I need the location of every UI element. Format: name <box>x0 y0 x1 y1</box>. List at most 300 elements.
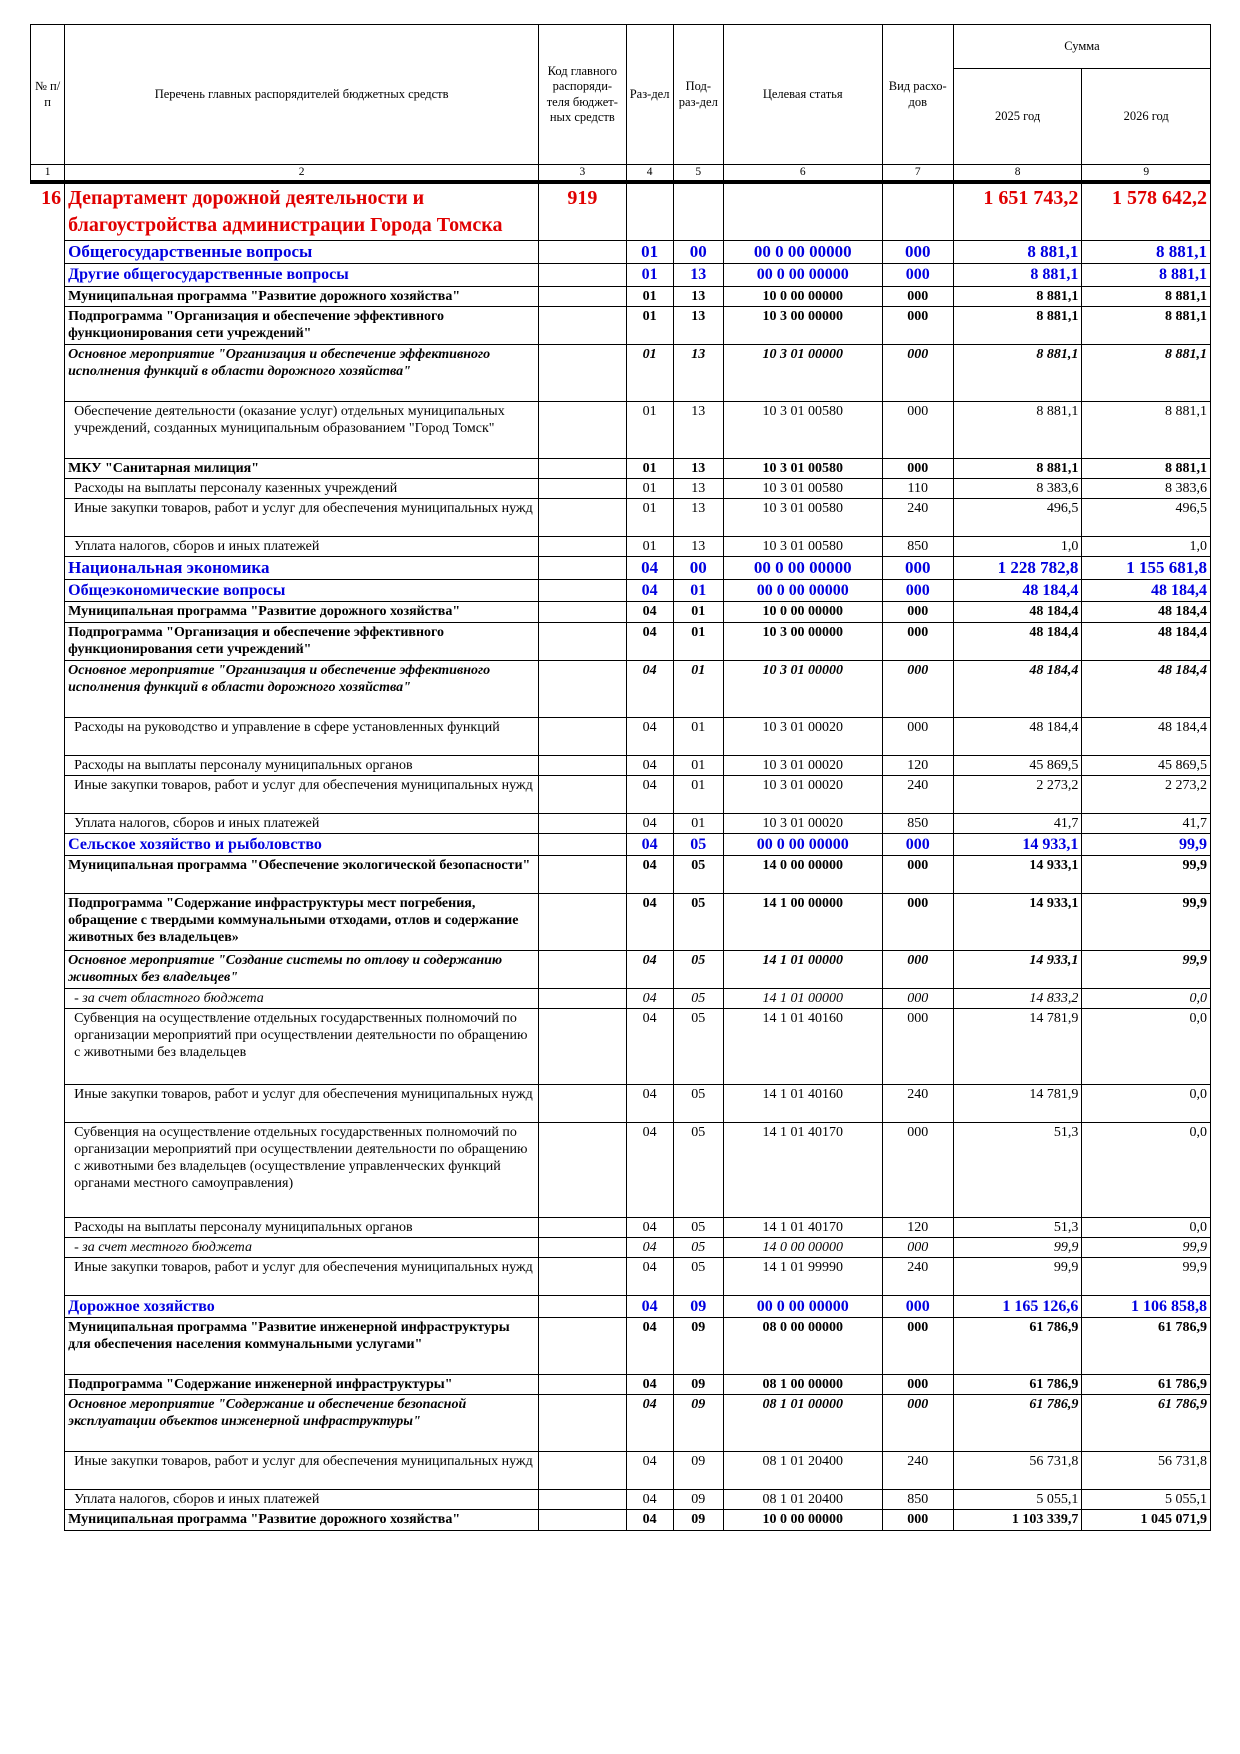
row-target: 08 0 00 00000 <box>723 1318 882 1375</box>
row-section: 01 <box>626 264 673 286</box>
row-name: Муниципальная программа "Обеспечение экологической безопасности" <box>65 855 539 893</box>
row-code <box>539 344 626 401</box>
row-expense-type: 240 <box>882 1084 953 1122</box>
row-num <box>31 1318 65 1375</box>
row-sum-2026: 61 786,9 <box>1082 1375 1211 1395</box>
row-section: 04 <box>626 1258 673 1296</box>
ministry-sum-2025: 1 651 743,2 <box>953 182 1082 241</box>
row-sum-2026: 8 881,1 <box>1082 241 1211 264</box>
row-code <box>539 401 626 458</box>
row-target: 14 1 01 40170 <box>723 1217 882 1237</box>
row-sum-2026: 61 786,9 <box>1082 1395 1211 1452</box>
table-row <box>31 1510 1211 1530</box>
column-number: 6 <box>723 165 882 183</box>
ministry-subsection <box>673 182 723 241</box>
row-code <box>539 813 626 833</box>
table-row <box>31 813 1211 833</box>
row-target: 10 3 01 00580 <box>723 498 882 536</box>
row-sum-2026: 5 055,1 <box>1082 1490 1211 1510</box>
row-section: 04 <box>626 1122 673 1217</box>
ministry-expense-type <box>882 182 953 241</box>
row-sum-2026: 1 155 681,8 <box>1082 556 1211 579</box>
row-subsection: 05 <box>673 833 723 855</box>
row-expense-type: 000 <box>882 286 953 306</box>
table-row <box>31 1375 1211 1395</box>
ministry-target <box>723 182 882 241</box>
row-subsection: 01 <box>673 755 723 775</box>
row-target: 14 1 01 40160 <box>723 1008 882 1084</box>
row-sum-2026: 8 881,1 <box>1082 458 1211 478</box>
row-expense-type: 000 <box>882 988 953 1008</box>
row-num <box>31 1375 65 1395</box>
row-name: Уплата налогов, сборов и иных платежей <box>65 813 539 833</box>
row-sum-2025: 8 881,1 <box>953 306 1082 344</box>
table-row <box>31 286 1211 306</box>
row-num <box>31 622 65 660</box>
row-subsection: 01 <box>673 660 723 717</box>
table-row <box>31 556 1211 579</box>
row-name: Субвенция на осуществление отдельных государственных полномочий по организации мероприятий при осуществлении деятельности по обращению с животными без владельцев (осуществление управленческих функций органами местного самоуправления) <box>65 1122 539 1217</box>
row-subsection: 13 <box>673 264 723 286</box>
table-row <box>31 580 1211 602</box>
row-code <box>539 556 626 579</box>
row-sum-2026: 8 881,1 <box>1082 286 1211 306</box>
row-subsection: 05 <box>673 1122 723 1217</box>
column-number: 7 <box>882 165 953 183</box>
row-subsection: 01 <box>673 580 723 602</box>
row-sum-2025: 8 881,1 <box>953 264 1082 286</box>
row-sum-2026: 2 273,2 <box>1082 775 1211 813</box>
row-code <box>539 241 626 264</box>
row-sum-2025: 99,9 <box>953 1258 1082 1296</box>
row-target: 00 0 00 00000 <box>723 833 882 855</box>
ministry-name: Департамент дорожной деятельности и благоустройства администрации Города Томска <box>65 182 539 241</box>
row-subsection: 09 <box>673 1510 723 1530</box>
row-subsection: 09 <box>673 1395 723 1452</box>
row-expense-type: 850 <box>882 536 953 556</box>
row-target: 10 0 00 00000 <box>723 286 882 306</box>
row-expense-type: 000 <box>882 1318 953 1375</box>
row-code <box>539 536 626 556</box>
row-num <box>31 1238 65 1258</box>
row-sum-2026: 8 383,6 <box>1082 478 1211 498</box>
row-section: 01 <box>626 401 673 458</box>
row-sum-2026: 48 184,4 <box>1082 660 1211 717</box>
row-section: 04 <box>626 813 673 833</box>
row-num <box>31 1490 65 1510</box>
row-code <box>539 950 626 988</box>
header-name: Перечень главных распорядителей бюджетных средств <box>65 25 539 165</box>
row-sum-2025: 61 786,9 <box>953 1395 1082 1452</box>
table-row <box>31 1296 1211 1318</box>
row-num <box>31 306 65 344</box>
row-section: 04 <box>626 1375 673 1395</box>
row-name: Муниципальная программа "Развитие дорожного хозяйства" <box>65 1510 539 1530</box>
row-name: Сельское хозяйство и рыболовство <box>65 833 539 855</box>
row-name: Расходы на выплаты персоналу казенных учреждений <box>65 478 539 498</box>
row-code <box>539 1490 626 1510</box>
row-section: 01 <box>626 536 673 556</box>
row-section: 01 <box>626 458 673 478</box>
header-sum: Сумма <box>953 25 1210 69</box>
row-sum-2025: 45 869,5 <box>953 755 1082 775</box>
row-code <box>539 602 626 622</box>
row-name: Национальная экономика <box>65 556 539 579</box>
row-sum-2026: 0,0 <box>1082 1122 1211 1217</box>
row-section: 04 <box>626 717 673 755</box>
row-section: 04 <box>626 580 673 602</box>
row-name: Подпрограмма "Содержание инженерной инфраструктуры" <box>65 1375 539 1395</box>
row-sum-2025: 48 184,4 <box>953 602 1082 622</box>
row-expense-type: 000 <box>882 1510 953 1530</box>
row-name: Муниципальная программа "Развитие инженерной инфраструктуры для обеспечения населения коммунальными услугами" <box>65 1318 539 1375</box>
header-section: Раз-дел <box>626 25 673 165</box>
row-name: Иные закупки товаров, работ и услуг для обеспечения муниципальных нужд <box>65 498 539 536</box>
table-row <box>31 306 1211 344</box>
column-number: 1 <box>31 165 65 183</box>
row-section: 04 <box>626 1238 673 1258</box>
row-code <box>539 893 626 950</box>
row-section: 04 <box>626 1008 673 1084</box>
row-sum-2025: 1 165 126,6 <box>953 1296 1082 1318</box>
table-row <box>31 775 1211 813</box>
row-subsection: 09 <box>673 1452 723 1490</box>
row-name: Иные закупки товаров, работ и услуг для обеспечения муниципальных нужд <box>65 1452 539 1490</box>
row-code <box>539 1122 626 1217</box>
row-num <box>31 401 65 458</box>
row-code <box>539 988 626 1008</box>
row-expense-type: 000 <box>882 1296 953 1318</box>
row-sum-2025: 14 933,1 <box>953 833 1082 855</box>
row-section: 01 <box>626 498 673 536</box>
row-target: 10 0 00 00000 <box>723 1510 882 1530</box>
row-subsection: 13 <box>673 286 723 306</box>
row-sum-2025: 48 184,4 <box>953 622 1082 660</box>
row-expense-type: 000 <box>882 1122 953 1217</box>
row-num <box>31 813 65 833</box>
row-sum-2026: 48 184,4 <box>1082 580 1211 602</box>
row-sum-2025: 8 383,6 <box>953 478 1082 498</box>
table-row <box>31 498 1211 536</box>
row-name: Подпрограмма "Организация и обеспечение эффективного функционирования сети учреждений" <box>65 622 539 660</box>
row-sum-2025: 2 273,2 <box>953 775 1082 813</box>
row-num <box>31 286 65 306</box>
row-num <box>31 1258 65 1296</box>
row-sum-2026: 8 881,1 <box>1082 264 1211 286</box>
row-sum-2026: 8 881,1 <box>1082 306 1211 344</box>
row-subsection: 13 <box>673 536 723 556</box>
row-target: 10 3 01 00580 <box>723 458 882 478</box>
row-name: Подпрограмма "Организация и обеспечение эффективного функционирования сети учреждений" <box>65 306 539 344</box>
row-expense-type: 850 <box>882 1490 953 1510</box>
row-target: 10 3 01 00020 <box>723 813 882 833</box>
row-num <box>31 660 65 717</box>
row-num <box>31 833 65 855</box>
row-num <box>31 498 65 536</box>
row-sum-2025: 14 833,2 <box>953 988 1082 1008</box>
row-code <box>539 580 626 602</box>
row-expense-type: 000 <box>882 1375 953 1395</box>
row-code <box>539 1084 626 1122</box>
row-sum-2026: 48 184,4 <box>1082 602 1211 622</box>
row-subsection: 09 <box>673 1375 723 1395</box>
row-sum-2026: 61 786,9 <box>1082 1318 1211 1375</box>
row-target: 10 3 01 00580 <box>723 536 882 556</box>
row-expense-type: 000 <box>882 1395 953 1452</box>
row-num <box>31 1510 65 1530</box>
row-num <box>31 478 65 498</box>
row-section: 04 <box>626 1490 673 1510</box>
row-expense-type: 240 <box>882 498 953 536</box>
row-section: 01 <box>626 241 673 264</box>
table-row <box>31 1122 1211 1217</box>
row-sum-2025: 99,9 <box>953 1238 1082 1258</box>
row-target: 00 0 00 00000 <box>723 556 882 579</box>
row-name: Субвенция на осуществление отдельных государственных полномочий по организации мероприятий при осуществлении деятельности по обращению с животными без владельцев <box>65 1008 539 1084</box>
row-code <box>539 478 626 498</box>
row-target: 14 0 00 00000 <box>723 855 882 893</box>
ministry-num: 16 <box>31 182 65 241</box>
row-name: МКУ "Санитарная милиция" <box>65 458 539 478</box>
row-sum-2026: 99,9 <box>1082 855 1211 893</box>
row-expense-type: 000 <box>882 833 953 855</box>
row-sum-2026: 99,9 <box>1082 893 1211 950</box>
row-section: 04 <box>626 833 673 855</box>
column-number: 8 <box>953 165 1082 183</box>
row-code <box>539 1238 626 1258</box>
row-sum-2025: 1 228 782,8 <box>953 556 1082 579</box>
row-code <box>539 755 626 775</box>
row-target: 14 1 00 00000 <box>723 893 882 950</box>
row-name: - за счет областного бюджета <box>65 988 539 1008</box>
row-sum-2025: 8 881,1 <box>953 401 1082 458</box>
row-name: Иные закупки товаров, работ и услуг для обеспечения муниципальных нужд <box>65 1258 539 1296</box>
row-code <box>539 1217 626 1237</box>
header-year-2025: 2025 год <box>953 69 1082 165</box>
column-number: 5 <box>673 165 723 183</box>
header-target: Целевая статья <box>723 25 882 165</box>
row-code <box>539 286 626 306</box>
table-row <box>31 1452 1211 1490</box>
row-subsection: 01 <box>673 622 723 660</box>
ministry-section <box>626 182 673 241</box>
row-num <box>31 717 65 755</box>
row-code <box>539 833 626 855</box>
table-row <box>31 264 1211 286</box>
row-num <box>31 893 65 950</box>
row-sum-2026: 1 045 071,9 <box>1082 1510 1211 1530</box>
row-subsection: 01 <box>673 717 723 755</box>
row-subsection: 01 <box>673 602 723 622</box>
row-sum-2025: 51,3 <box>953 1217 1082 1237</box>
row-section: 01 <box>626 478 673 498</box>
row-name: Общегосударственные вопросы <box>65 241 539 264</box>
row-expense-type: 000 <box>882 264 953 286</box>
row-sum-2026: 56 731,8 <box>1082 1452 1211 1490</box>
row-expense-type: 000 <box>882 580 953 602</box>
row-code <box>539 855 626 893</box>
row-target: 08 1 01 20400 <box>723 1452 882 1490</box>
row-sum-2025: 1 103 339,7 <box>953 1510 1082 1530</box>
row-code <box>539 1318 626 1375</box>
row-num <box>31 988 65 1008</box>
row-section: 01 <box>626 286 673 306</box>
row-expense-type: 850 <box>882 813 953 833</box>
row-section: 04 <box>626 556 673 579</box>
row-sum-2026: 99,9 <box>1082 1258 1211 1296</box>
row-target: 10 3 01 00020 <box>723 755 882 775</box>
table-row <box>31 622 1211 660</box>
table-row <box>31 1490 1211 1510</box>
row-sum-2026: 1,0 <box>1082 536 1211 556</box>
row-target: 10 3 01 00580 <box>723 478 882 498</box>
row-code <box>539 458 626 478</box>
row-target: 00 0 00 00000 <box>723 241 882 264</box>
row-expense-type: 240 <box>882 1452 953 1490</box>
row-section: 04 <box>626 1452 673 1490</box>
row-sum-2025: 56 731,8 <box>953 1452 1082 1490</box>
ministry-code: 919 <box>539 182 626 241</box>
row-name: Общеэкономические вопросы <box>65 580 539 602</box>
row-code <box>539 1375 626 1395</box>
row-section: 04 <box>626 1084 673 1122</box>
row-section: 04 <box>626 893 673 950</box>
row-sum-2025: 61 786,9 <box>953 1318 1082 1375</box>
row-sum-2025: 1,0 <box>953 536 1082 556</box>
table-row <box>31 1395 1211 1452</box>
column-number: 4 <box>626 165 673 183</box>
row-num <box>31 775 65 813</box>
row-expense-type: 000 <box>882 344 953 401</box>
row-num <box>31 556 65 579</box>
table-row <box>31 344 1211 401</box>
row-subsection: 13 <box>673 498 723 536</box>
row-name: Основное мероприятие "Организация и обеспечение эффективного исполнения функций в области дорожного хозяйства" <box>65 344 539 401</box>
row-target: 00 0 00 00000 <box>723 580 882 602</box>
row-section: 04 <box>626 755 673 775</box>
row-sum-2026: 41,7 <box>1082 813 1211 833</box>
row-target: 08 1 01 00000 <box>723 1395 882 1452</box>
header-subsection: Под-раз-дел <box>673 25 723 165</box>
row-code <box>539 264 626 286</box>
table-row <box>31 241 1211 264</box>
row-subsection: 05 <box>673 855 723 893</box>
ministry-row <box>31 182 1211 241</box>
row-target: 14 0 00 00000 <box>723 1238 882 1258</box>
row-section: 01 <box>626 306 673 344</box>
row-num <box>31 536 65 556</box>
row-expense-type: 240 <box>882 775 953 813</box>
row-sum-2025: 51,3 <box>953 1122 1082 1217</box>
row-target: 00 0 00 00000 <box>723 1296 882 1318</box>
row-sum-2026: 99,9 <box>1082 833 1211 855</box>
row-sum-2025: 48 184,4 <box>953 660 1082 717</box>
row-num <box>31 580 65 602</box>
table-row <box>31 1238 1211 1258</box>
row-name: Расходы на выплаты персоналу муниципальных органов <box>65 1217 539 1237</box>
table-row <box>31 660 1211 717</box>
column-number: 9 <box>1082 165 1211 183</box>
row-target: 10 3 01 00020 <box>723 775 882 813</box>
row-sum-2025: 496,5 <box>953 498 1082 536</box>
row-expense-type: 000 <box>882 1238 953 1258</box>
row-name: Дорожное хозяйство <box>65 1296 539 1318</box>
row-target: 10 3 01 00000 <box>723 660 882 717</box>
row-name: Основное мероприятие "Создание системы по отлову и содержанию животных без владельцев" <box>65 950 539 988</box>
row-num <box>31 241 65 264</box>
row-section: 04 <box>626 622 673 660</box>
header-code: Код главного распоряди-теля бюджет-ных средств <box>539 25 626 165</box>
table-row <box>31 855 1211 893</box>
table-row <box>31 1258 1211 1296</box>
column-number: 3 <box>539 165 626 183</box>
row-num <box>31 602 65 622</box>
table-row <box>31 458 1211 478</box>
row-subsection: 00 <box>673 556 723 579</box>
row-target: 14 1 01 00000 <box>723 950 882 988</box>
row-code <box>539 622 626 660</box>
table-row <box>31 717 1211 755</box>
table-row <box>31 893 1211 950</box>
table-row <box>31 1217 1211 1237</box>
row-section: 04 <box>626 775 673 813</box>
column-numbers-row <box>31 165 1211 183</box>
row-target: 14 1 01 99990 <box>723 1258 882 1296</box>
row-target: 08 1 00 00000 <box>723 1375 882 1395</box>
row-target: 10 3 00 00000 <box>723 622 882 660</box>
row-sum-2025: 5 055,1 <box>953 1490 1082 1510</box>
row-expense-type: 000 <box>882 1008 953 1084</box>
row-target: 14 1 01 00000 <box>723 988 882 1008</box>
row-section: 04 <box>626 1395 673 1452</box>
table-row <box>31 833 1211 855</box>
row-code <box>539 498 626 536</box>
row-target: 10 3 01 00020 <box>723 717 882 755</box>
row-section: 04 <box>626 855 673 893</box>
header-expense-type: Вид расхо-дов <box>882 25 953 165</box>
row-section: 04 <box>626 950 673 988</box>
row-name: Расходы на выплаты персоналу муниципальных органов <box>65 755 539 775</box>
row-expense-type: 240 <box>882 1258 953 1296</box>
row-num <box>31 1395 65 1452</box>
row-sum-2026: 0,0 <box>1082 988 1211 1008</box>
row-target: 00 0 00 00000 <box>723 264 882 286</box>
row-subsection: 13 <box>673 344 723 401</box>
row-code <box>539 717 626 755</box>
row-num <box>31 1008 65 1084</box>
row-expense-type: 000 <box>882 660 953 717</box>
row-name: Основное мероприятие "Содержание и обеспечение безопасной эксплуатации объектов инженерной инфраструктуры" <box>65 1395 539 1452</box>
row-target: 10 3 01 00000 <box>723 344 882 401</box>
table-row <box>31 950 1211 988</box>
row-name: Муниципальная программа "Развитие дорожного хозяйства" <box>65 286 539 306</box>
row-sum-2025: 14 781,9 <box>953 1008 1082 1084</box>
row-sum-2026: 1 106 858,8 <box>1082 1296 1211 1318</box>
row-code <box>539 1008 626 1084</box>
row-subsection: 01 <box>673 775 723 813</box>
row-sum-2025: 14 781,9 <box>953 1084 1082 1122</box>
row-name: Расходы на руководство и управление в сфере установленных функций <box>65 717 539 755</box>
table-row <box>31 1318 1211 1375</box>
row-sum-2025: 41,7 <box>953 813 1082 833</box>
row-expense-type: 000 <box>882 556 953 579</box>
table-row <box>31 401 1211 458</box>
row-sum-2026: 8 881,1 <box>1082 401 1211 458</box>
table-row <box>31 988 1211 1008</box>
row-subsection: 01 <box>673 813 723 833</box>
row-expense-type: 000 <box>882 241 953 264</box>
row-expense-type: 000 <box>882 622 953 660</box>
